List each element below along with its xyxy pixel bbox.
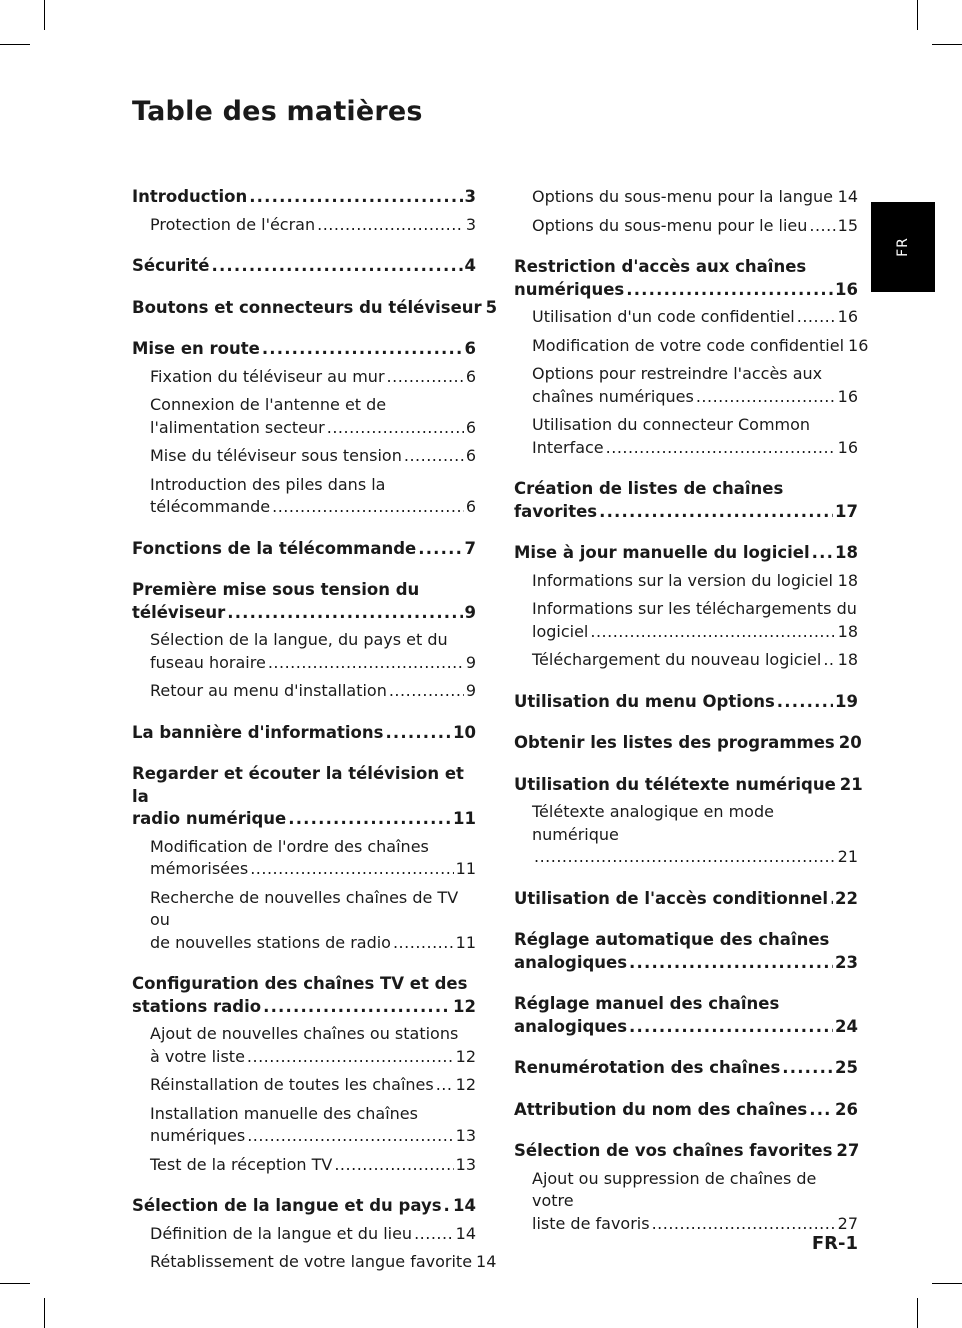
toc-subsection[interactable]: [514, 598, 858, 643]
toc-section[interactable]: [132, 538, 476, 561]
crop-mark: [932, 44, 962, 45]
toc-subsection[interactable]: [132, 1074, 476, 1097]
toc-page-number: 11: [453, 809, 476, 828]
leader-dots: [247, 1046, 454, 1069]
toc-entry-text: Installation manuelle des chaînes: [150, 1103, 418, 1123]
toc-page-number: 23: [835, 952, 858, 972]
toc-page-number: 21: [837, 847, 858, 866]
toc-section[interactable]: [514, 1057, 858, 1080]
toc-entry-text: Obtenir les listes des programmes: [514, 733, 835, 752]
toc-subsection[interactable]: [132, 445, 476, 468]
toc-entry-text: Protection de l'écran: [150, 214, 316, 234]
toc-page-number: 22: [835, 888, 858, 908]
toc-page-number: 16: [835, 279, 858, 299]
toc-entry-text: Restriction d'accès aux chaînes: [514, 257, 807, 276]
toc-section[interactable]: [514, 732, 862, 755]
toc-entry-text: Fixation du téléviseur au mur: [150, 366, 385, 386]
crop-mark: [932, 1283, 962, 1284]
toc-subsection[interactable]: [514, 801, 858, 869]
toc-section[interactable]: [514, 256, 858, 301]
leader-dots: [385, 722, 451, 745]
toc-entry-text: favorites: [514, 501, 598, 521]
toc-page-number: 16: [848, 335, 869, 355]
leader-dots: [288, 808, 451, 831]
toc-subsection[interactable]: [132, 214, 476, 237]
toc-entry-text: stations radio: [132, 996, 262, 1016]
toc-entry-text: télécommande: [150, 497, 271, 516]
leader-dots: [389, 680, 464, 703]
toc-section[interactable]: [132, 579, 476, 624]
toc-page-number: 14: [453, 1196, 476, 1215]
toc-entry-text: radio numérique: [132, 809, 287, 828]
toc-page-number: 10: [453, 722, 476, 742]
toc-section[interactable]: [132, 297, 498, 320]
toc-page-number: 13: [455, 1126, 476, 1145]
leader-dots: [444, 1195, 452, 1218]
toc-page-number: 4: [464, 256, 476, 275]
toc-entry-text: Test de la réception TV: [150, 1154, 333, 1174]
toc-page-number: 27: [837, 1213, 858, 1233]
toc-section[interactable]: [514, 542, 858, 565]
leader-dots: [696, 386, 836, 409]
toc-page-number: 11: [455, 859, 476, 878]
leader-dots: [227, 602, 462, 625]
crop-mark: [0, 44, 30, 45]
toc-entry-text: Attribution du nom des chaînes: [514, 1099, 808, 1119]
toc-entry-text: Utilisation d'un code confidentiel: [532, 307, 795, 326]
toc-subsection[interactable]: [514, 570, 858, 593]
toc-page-number: 16: [837, 307, 858, 326]
leader-dots: [317, 214, 464, 237]
toc-subsection[interactable]: [514, 215, 858, 238]
leader-dots: [262, 338, 463, 361]
toc-entry-text: Modification de l'ordre des chaînes: [150, 836, 429, 856]
toc-entry-text: mémorisées: [150, 859, 249, 878]
toc-page-number: 17: [835, 501, 858, 521]
toc-entry-text: Réglage automatique des chaînes: [514, 930, 830, 949]
toc-subsection[interactable]: [132, 629, 476, 674]
leader-dots: [777, 691, 833, 714]
leader-dots: [249, 186, 462, 209]
toc-page-number: 12: [453, 996, 476, 1016]
toc-entry-text: fuseau horaire: [150, 652, 266, 672]
leader-dots: [272, 496, 464, 519]
toc-subsection[interactable]: [514, 306, 858, 329]
toc-entry-text: à votre liste: [150, 1046, 245, 1066]
leader-dots: [809, 215, 835, 238]
toc-entry-text: Introduction des piles dans la: [150, 474, 386, 494]
language-tab: [871, 202, 935, 292]
toc-subsection[interactable]: [514, 414, 858, 459]
leader-dots: [626, 279, 833, 302]
toc-page-number: 21: [839, 774, 863, 794]
toc-entry-text: logiciel: [532, 621, 589, 641]
leader-dots: [797, 306, 836, 329]
toc-section[interactable]: [514, 888, 858, 911]
toc-page-number: 19: [835, 691, 858, 711]
leader-dots: [590, 621, 835, 644]
toc-section[interactable]: [132, 763, 476, 831]
toc-page-number: 25: [835, 1058, 858, 1077]
toc-entry-text: numériques: [514, 279, 625, 299]
toc-entry-text: Ajout de nouvelles chaînes ou stations: [150, 1024, 459, 1043]
leader-dots: [606, 437, 836, 460]
toc-subsection[interactable]: [514, 1168, 858, 1236]
toc-page-number: 16: [837, 386, 858, 406]
toc-entry-text: Sélection de la langue, du pays et du: [150, 630, 448, 649]
toc-section[interactable]: [514, 929, 858, 974]
toc-entry-text: Utilisation du menu Options: [514, 691, 775, 711]
toc-entry-text: Boutons et connecteurs du téléviseur: [132, 297, 482, 317]
leader-dots: [823, 649, 835, 672]
toc-page-number: 15: [837, 215, 858, 235]
toc-entry-text: téléviseur: [132, 602, 226, 622]
leader-dots: [835, 570, 836, 593]
toc-page-number: 14: [455, 1223, 476, 1243]
toc-entry-text: Réinstallation de toutes les chaînes: [150, 1075, 434, 1094]
toc-page-number: 18: [837, 570, 858, 590]
toc-entry-text: Réglage manuel des chaînes: [514, 994, 780, 1013]
toc-subsection[interactable]: [514, 186, 858, 209]
toc-entry-text: La bannière d'informations: [132, 722, 384, 742]
leader-dots: [835, 186, 836, 209]
crop-mark: [44, 1298, 45, 1328]
toc-page-number: 18: [835, 543, 858, 562]
leader-dots: [393, 932, 454, 955]
toc-entry-text: Mise en route: [132, 339, 260, 358]
toc-entry-text: chaînes numériques: [532, 386, 694, 406]
toc-page-number: 20: [838, 733, 862, 752]
leader-dots: [250, 858, 453, 881]
toc-page-number: 13: [455, 1154, 476, 1174]
leader-dots: [436, 1074, 454, 1097]
toc-entry-text: Définition de la langue et du lieu: [150, 1223, 413, 1243]
toc-entry-text: Utilisation de l'accès conditionnel: [514, 888, 829, 908]
toc-page-number: 14: [837, 187, 858, 206]
toc-entry-text: Recherche de nouvelles chaînes de TV ou: [150, 887, 459, 929]
toc-entry-text: Retour au menu d'installation: [150, 681, 387, 700]
toc-page-number: 3: [465, 214, 476, 234]
toc-section[interactable]: [514, 691, 858, 714]
toc-entry-text: Mise du téléviseur sous tension: [150, 446, 402, 465]
leader-dots: [809, 1099, 833, 1122]
leader-dots: [812, 542, 833, 565]
leader-dots: [404, 445, 464, 468]
leader-dots: [387, 366, 464, 389]
toc-section[interactable]: [132, 186, 476, 209]
toc-column-left: [132, 186, 498, 1293]
toc-entry-text: Ajout ou suppression de chaînes de votre: [532, 1168, 817, 1210]
toc-entry-text: Interface: [532, 437, 604, 457]
toc-section[interactable]: [514, 1140, 858, 1163]
toc-page-number: 9: [465, 652, 476, 672]
toc-entry-text: numériques: [150, 1126, 246, 1145]
toc-page-number: 5: [485, 297, 498, 317]
toc-subsection[interactable]: [132, 474, 476, 519]
toc-entry-text: Options pour restreindre l'accès aux: [532, 364, 823, 383]
toc-subsection[interactable]: [132, 887, 476, 955]
crop-mark: [0, 1283, 30, 1284]
toc-section[interactable]: [514, 774, 863, 797]
leader-dots: [414, 1223, 454, 1246]
leader-dots: [211, 255, 462, 278]
toc-page-number: 24: [835, 1016, 858, 1036]
toc-entry-text: Sécurité: [132, 256, 210, 275]
toc-entry-text: Introduction: [132, 187, 248, 206]
language-tab-label: FR: [895, 237, 911, 257]
toc-entry-text: Informations sur la version du logiciel: [532, 570, 833, 590]
page-title: Table des matières: [132, 96, 423, 127]
leader-dots: [782, 1057, 833, 1080]
toc-entry-text: Options du sous-menu pour la langue: [532, 187, 833, 206]
toc-subsection[interactable]: [132, 1023, 476, 1068]
toc-page-number: 18: [837, 650, 858, 669]
toc-page-number: 9: [465, 681, 476, 700]
toc-entry-text: l'alimentation secteur: [150, 417, 325, 437]
toc-page-number: 6: [465, 446, 476, 465]
toc-entry-text: analogiques: [514, 1016, 628, 1036]
toc-subsection[interactable]: [132, 680, 476, 703]
toc-column-right: [514, 186, 869, 1254]
leader-dots: [418, 538, 462, 561]
toc-subsection[interactable]: [132, 1103, 476, 1148]
toc-entry-text: Mise à jour manuelle du logiciel: [514, 543, 810, 562]
toc-entry-text: Sélection de vos chaînes favorites: [514, 1141, 833, 1160]
toc-page-number: 6: [465, 417, 476, 437]
page-number: FR-1: [811, 1233, 858, 1254]
toc-subsection[interactable]: [132, 1223, 476, 1246]
toc-section[interactable]: [132, 338, 476, 361]
toc-section[interactable]: [132, 255, 476, 278]
toc-page-number: 7: [464, 538, 476, 558]
toc-entry-text: Rétablissement de votre langue favorite: [150, 1252, 473, 1271]
toc-entry-text: Options du sous-menu pour le lieu: [532, 215, 808, 235]
toc-page-number: 6: [464, 339, 476, 358]
leader-dots: [534, 846, 836, 869]
toc-subsection[interactable]: [514, 335, 869, 358]
toc-entry-text: Configuration des chaînes TV et des: [132, 974, 468, 993]
toc-entry-text: Sélection de la langue et du pays: [132, 1196, 442, 1215]
toc-page-number: 26: [835, 1099, 858, 1119]
leader-dots: [830, 888, 833, 911]
toc-section[interactable]: [514, 993, 858, 1038]
toc-page-number: 16: [837, 437, 858, 457]
toc-entry-text: liste de favoris: [532, 1213, 650, 1233]
crop-mark: [917, 0, 918, 30]
toc-section[interactable]: [132, 973, 476, 1018]
toc-page-number: 12: [455, 1046, 476, 1066]
toc-subsection[interactable]: [132, 1154, 476, 1177]
toc-entry-text: Connexion de l'antenne et de: [150, 395, 387, 414]
toc-subsection[interactable]: [514, 649, 858, 672]
toc-entry-text: analogiques: [514, 952, 628, 972]
toc-page-number: 27: [836, 1141, 860, 1160]
toc-section[interactable]: [132, 1195, 476, 1218]
toc-entry-text: Télétexte analogique en mode numérique: [532, 802, 774, 844]
leader-dots: [599, 501, 833, 524]
toc-entry-text: Utilisation du télétexte numérique: [514, 774, 836, 794]
toc-page-number: 14: [476, 1252, 497, 1271]
leader-dots: [247, 1125, 453, 1148]
toc-entry-text: Fonctions de la télécommande: [132, 538, 417, 558]
toc-page-number: 18: [837, 621, 858, 641]
toc-entry-text: Téléchargement du nouveau logiciel: [532, 650, 822, 669]
toc-subsection[interactable]: [132, 1251, 497, 1274]
toc-page-number: 12: [455, 1075, 476, 1094]
toc-entry-text: Informations sur les téléchargements du: [532, 599, 857, 618]
leader-dots: [268, 652, 464, 675]
toc-entry-text: Utilisation du connecteur Common: [532, 415, 811, 434]
leader-dots: [334, 1154, 453, 1177]
toc-page-number: 11: [455, 932, 476, 952]
toc-entry-text: Création de listes de chaînes: [514, 479, 784, 498]
toc-entry-text: de nouvelles stations de radio: [150, 932, 391, 952]
toc-entry-text: Première mise sous tension du: [132, 580, 420, 599]
toc-subsection[interactable]: [132, 836, 476, 881]
toc-page-number: 3: [464, 187, 476, 206]
toc-subsection[interactable]: [132, 394, 476, 439]
toc-section[interactable]: [514, 478, 858, 523]
toc-entry-text: Regarder et écouter la télévision et la: [132, 764, 464, 806]
toc-page-number: 9: [464, 602, 476, 622]
leader-dots: [629, 952, 833, 975]
toc-section[interactable]: [514, 1099, 858, 1122]
toc-subsection[interactable]: [132, 366, 476, 389]
toc-entry-text: Renumérotation des chaînes: [514, 1058, 781, 1077]
leader-dots: [327, 417, 464, 440]
toc-section[interactable]: [132, 722, 476, 745]
leader-dots: [263, 996, 451, 1019]
leader-dots: [652, 1213, 836, 1236]
leader-dots: [629, 1016, 833, 1039]
crop-mark: [917, 1298, 918, 1328]
toc-page-number: 6: [465, 366, 476, 386]
toc-page-number: 6: [465, 497, 476, 516]
toc-entry-text: Modification de votre code confidentiel: [532, 335, 845, 355]
toc-subsection[interactable]: [514, 363, 858, 408]
crop-mark: [44, 0, 45, 30]
